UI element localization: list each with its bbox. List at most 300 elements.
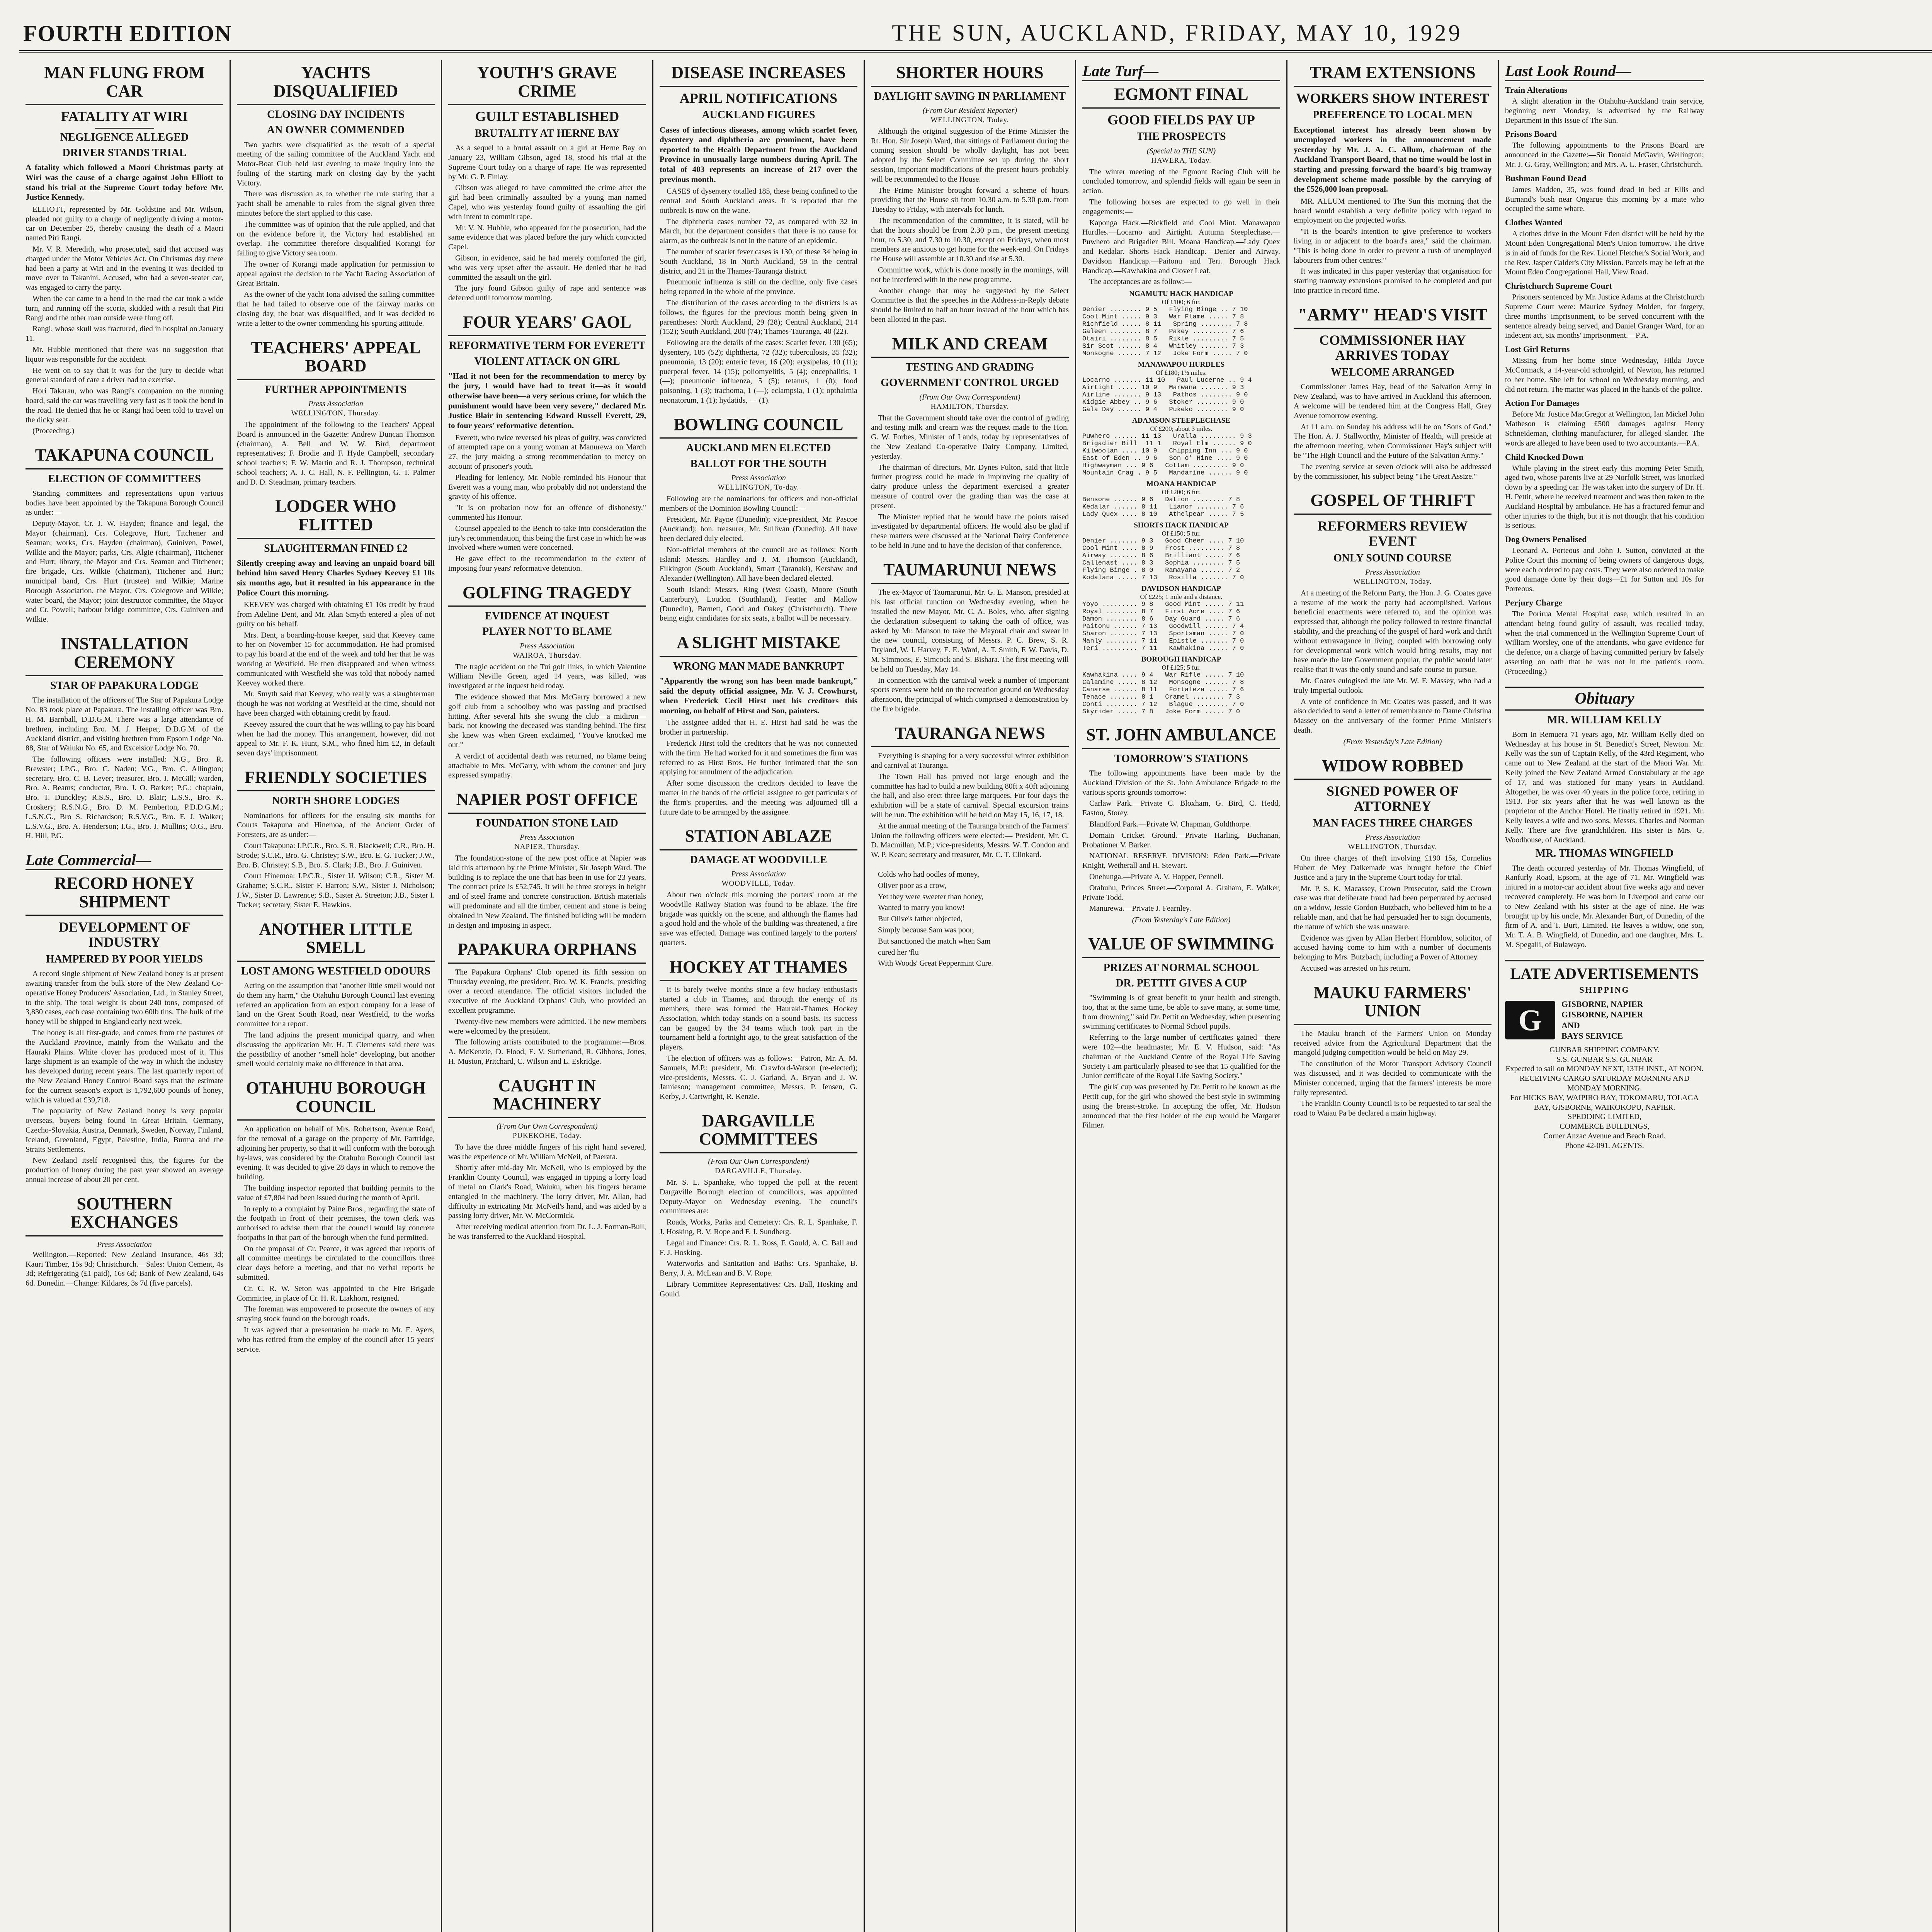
acceptance-row: Richfield ..... 8 11 Spring ........ 7 8: [1082, 321, 1248, 328]
verse-lines: [871, 870, 1069, 968]
paragraph: GUNBAR SHIPPING COMPANY.: [1549, 1045, 1660, 1054]
byline: Press Association: [97, 1240, 152, 1249]
paragraph: The number of scarlet fever cases is 130, of these 34 being in South Auckland, 18 in North Auckland, 59 in the central district, and 21 in the Thames-Tauranga district.: [660, 248, 857, 276]
article-mauku-farmers-union: [1294, 983, 1492, 1118]
race-conditions: Of £225; 1 mile and a distance.: [1140, 593, 1223, 601]
subheadline: PRIZES AT NORMAL SCHOOL: [1103, 961, 1259, 974]
article-egmont-final: [1082, 62, 1280, 716]
article-body: [1294, 382, 1492, 481]
paragraph: The committee was of opinion that the rule applied, and that on the evidence before it, the Victory had established an overlap. The committee therefore disqualified Korangi for failing to give Victory sea room.: [237, 220, 435, 258]
paragraph: Colds who had oodles of money,: [878, 870, 980, 879]
paragraph: MR. ALLUM mentioned to The Sun this morning that the board would establish a very definite policy with regard to employment on the projected works.: [1294, 197, 1492, 225]
paragraph: COMMERCE BUILDINGS,: [1560, 1122, 1650, 1131]
acceptance-row: Bensone ...... 9 6 Dation ........ 7 8: [1082, 496, 1240, 504]
article-body: [237, 981, 435, 1069]
byline: (From Our Own Correspondent): [497, 1122, 598, 1131]
subheadline: PREFERENCE TO LOCAL MEN: [1313, 109, 1473, 121]
article-body: [448, 968, 646, 1066]
article-caught-in-machinery: [448, 1077, 646, 1242]
paragraph: As a sequel to a brutal assault on a girl at Herne Bay on January 23, William Gibson, aged 18, stood his trial at the Supreme Court today on a charge of rape. He was represented by Mr. G. P. Finlay.: [448, 144, 646, 181]
subheadline: NEGLIGENCE ALLEGED: [60, 131, 189, 143]
article-shorter-hours: [871, 63, 1069, 325]
paragraph: The evidence showed that Mrs. McGarry borrowed a new golf club from a schoolboy who was passing and practised hitting. After several hits she swung the club—a midiron—back, not knowing the deceased was standing behind. The first she knew was when Green exclaimed, "You've knocked me out.": [448, 693, 646, 750]
brief-title: Lost Girl Returns: [1505, 344, 1570, 354]
article-gospel-of-thrift: [1294, 491, 1492, 746]
headline: RECORD HONEY SHIPMENT: [26, 874, 223, 916]
article-yachts-disqualified: [237, 63, 435, 328]
brief-text: A clothes drive in the Mount Eden district will be held by the Mount Eden Congregational Men's Union tomorrow. The drive is in aid of funds for the Rev. Lionel Fletcher's Social Work, and the Rev. Jasper Calder's City Mission. Parcels may be left at the Mount Eden Congregational Hall, View Road.: [1505, 230, 1704, 277]
race-conditions: Of £150; 5 fur.: [1162, 530, 1201, 537]
subheadline: APRIL NOTIFICATIONS: [679, 90, 838, 106]
subheadline: EVIDENCE AT INQUEST: [485, 610, 610, 622]
paragraph: Mr. V. N. Hubble, who appeared for the prosecution, had the same evidence that was placed before the jury which convicted Capel.: [448, 223, 646, 252]
brief-text: Prisoners sentenced by Mr. Justice Adams at the Christchurch Supreme Court were: Maurice Sydney Molden, for forgery, three months' imprisonment, to be served concurrent with the sentence already being served, and Daniel Granger Ward, for an indecent act, six months' imprisonment.—P.A.: [1505, 293, 1704, 340]
paragraph: cured her 'flu: [878, 948, 919, 957]
lead-paragraph: "Had it not been for the recommendation to mercy by the jury, I would have had to treat it—as it would otherwise have been—a very serious crime, for which the punishment would have been very severe," declared Mr. Justice Blair in sentencing Edward Russell Everett, 29, to four years' reformative detention.: [448, 371, 646, 430]
acceptance-row: Callenast .... 8 3 Sophia ........ 7 5: [1082, 560, 1240, 567]
headline: YOUTH'S GRAVE CRIME: [448, 63, 646, 105]
edition-note: (From Yesterday's Late Edition): [1343, 737, 1442, 746]
subheadline: CLOSING DAY INCIDENTS: [267, 109, 405, 121]
headline: HOCKEY AT THAMES: [660, 958, 857, 981]
byline: (From Our Own Correspondent): [708, 1157, 809, 1166]
paragraph: "Swimming is of great benefit to your health and strength, too, that at the same time, be able to save many, at some time, from drowning," said Dr. Pettit on Wednesday, when presenting swimming certificates to Normal School pupils.: [1082, 993, 1280, 1031]
paragraph: Pleading for leniency, Mr. Noble reminded his Honour that Everett was a young man, who probably did not understand the gravity of his offence.: [448, 473, 646, 501]
article-body: [871, 413, 1069, 551]
brief-title: Prisons Board: [1505, 129, 1557, 139]
paragraph: But sanctioned the match when Sam: [878, 937, 991, 946]
paragraph: The Papakura Orphans' Club opened its fifth session on Thursday evening, the president, Bro. W. K. Francis, presiding over a record attendance. The official visitors included the executive of the Auckland Orphans' Club, who provided an excellent programme.: [448, 968, 646, 1015]
paragraph: When the car came to a bend in the road the car took a wide turn, and running off the scoria, skidded with a result that Piri Rangi and the other man outside were flung off.: [26, 294, 223, 322]
article-body: [660, 187, 857, 405]
article-man-flung-from-car: [26, 63, 223, 436]
news-briefs: [1505, 85, 1704, 677]
brief-text: Leonard A. Porteous and John J. Sutton, convicted at the Police Court this morning of being owners of dangerous dogs, were each ordered to pay costs. They were also ordered to make good damage done by their dogs—£1 for Sutton and 10s for Porteous.: [1505, 546, 1704, 594]
paragraph: Deputy-Mayor, Cr. J. W. Hayden; finance and legal, the Mayor (chairman), Crs. Colegrove, Hurt, Titchener and Seaman; works, Crs. Hayden (chairman), Guiniven, Powel, Wilkie and the Mayor; parks, Crs. Algie (chairman), Titchener and Hurt; library, the Mayor and Crs. Seaman and Titchener; fire brigade, Crs. Wilkie (chairman), Titchener and Hurt; municipal band, Crs. Hurt (trustee) and Wilkie; Marine Borough Association, the Mayor, Crs. Colegrove and Wilkie; water board, the Mayor; joint destructor committee, the Mayor and Cr. Powell; harbour bridge committee, Crs. Guiniven and Wilkie.: [26, 519, 223, 624]
acceptance-row: Mountain Crag . 9 5 Mandarine ...... 9 0: [1082, 469, 1248, 477]
paragraph: The distribution of the cases according to the districts is as follows, the figures for the previous month being given in parentheses: North Auckland, 29 (28); Central Auckland, 214 (152); South Auckland, 200 (74); Thames-Tauranga, 40 (22).: [660, 299, 857, 336]
subheadline: GOOD FIELDS PAY UP: [1107, 112, 1255, 128]
acceptance-row: Conti ........ 7 12 Blague ........ 7 0: [1082, 701, 1244, 709]
headline: DARGAVILLE COMMITTEES: [660, 1112, 857, 1153]
paragraph: Gibson, in evidence, said he had merely comforted the girl, who was very upset after the assault. He denied that he had committed the assault on the girl.: [448, 253, 646, 282]
paragraph: Referring to the large number of certificates gained—there were 102—the headmaster, Mr. E. V. Hudson, said: "As chairman of the Auckland Centre of the Royal Life Saving Society I am particularly pleased to see that 15 qualified for the Junior certificate of the Royal Life Saving Society.": [1082, 1033, 1280, 1080]
article-teachers-appeal-board: [237, 338, 435, 487]
paragraph: Corner Anzac Avenue and Beach Road.: [1543, 1132, 1666, 1141]
subheadline: AUCKLAND MEN ELECTED: [686, 442, 831, 454]
subheadline: BALLOT FOR THE SOUTH: [690, 457, 827, 470]
article-body: [1294, 1029, 1492, 1118]
paragraph: The jury found Gibson guilty of rape and sentence was deferred until tomorrow morning.: [448, 284, 646, 303]
article-golfing-tragedy: [448, 583, 646, 781]
acceptance-row: Kilwoolan .... 10 9 Chipping Inn ... 9 0: [1082, 447, 1248, 455]
paragraph: A vote of confidence in Mr. Coates was passed, and it was also decided to send a letter of remembrance to Dame Christina Massey on the anniversary of the former Prime Minister's death.: [1294, 697, 1492, 735]
acceptances-table: [1082, 290, 1280, 716]
article-takapuna-council: [26, 446, 223, 624]
subheadline: TOMORROW'S STATIONS: [1114, 752, 1248, 765]
paragraph: He gave effect to the recommendation to the extent of imposing four years' reformative detention.: [448, 554, 646, 573]
paragraph: After receiving medical attention from Dr. L. J. Forman-Bull, he was transferred to the Auckland Hospital.: [448, 1223, 646, 1241]
section-kicker: Late Commercial—: [26, 851, 223, 870]
acceptance-row: Cool Mint ..... 9 3 War Flame ..... 7 8: [1082, 313, 1244, 321]
article-record-honey-shipment: [26, 851, 223, 1185]
paragraph: "It is on probation now for an offence of dishonesty," commented his Honour.: [448, 503, 646, 522]
subheadline: TESTING AND GRADING: [905, 361, 1034, 374]
article-body: [26, 1250, 223, 1288]
brief-title: Child Knocked Down: [1505, 452, 1583, 462]
headline: YACHTS DISQUALIFIED: [237, 63, 435, 105]
paragraph: Carlaw Park.—Private C. Bloxham, G. Bird, C. Hedd, Easton, Storey.: [1082, 799, 1280, 818]
brief-text: Missing from her home since Wednesday, Hilda Joyce McCormack, a 14-year-old schoolgirl, of Newton, has returned to her home. She left for school on Wednesday morning, and did not return. The matter was placed in the hands of the police.: [1505, 356, 1704, 394]
race-name: ADAMSON STEEPLECHASE: [1132, 417, 1230, 425]
paragraph: Two yachts were disqualified as the result of a special meeting of the sailing committee of the Auckland Yacht and Motor-Boat Club held last evening to make inquiry into the fouling of the starting mark on closing day by the yacht Victory.: [237, 140, 435, 187]
headline: INSTALLATION CEREMONY: [26, 634, 223, 676]
article-body: [26, 489, 223, 624]
article-lodger-who-flitted: [237, 497, 435, 758]
paragraph: Mr. P. S. K. Macassey, Crown Prosecutor, said the Crown case was that deliberate fraud had been perpetrated by accused on a widow, Jessie Gordon Butzbach, who believed him to be a reliable man, and that he had persuaded her to sign documents, the nature of which she was unaware.: [1294, 884, 1492, 931]
column-3: [442, 60, 653, 1932]
article-body: [660, 890, 857, 948]
paragraph: RECEIVING CARGO SATURDAY MORNING AND MONDAY MORNING.: [1519, 1074, 1690, 1093]
paragraph: There was discussion as to whether the rule stating that a yacht shall be amenable to rules from the signal given three minutes before the start applied to this case.: [237, 190, 435, 218]
article-friendly-societies: [237, 768, 435, 910]
race-conditions: Of £125; 5 fur.: [1162, 664, 1201, 672]
headline: PAPAKURA ORPHANS: [448, 940, 646, 964]
headline: MAN FLUNG FROM CAR: [26, 63, 223, 105]
paragraph: Accused was arrested on his return.: [1301, 964, 1411, 973]
paragraph: On the proposal of Cr. Pearce, it was agreed that reports of all committee meetings be circulated to the councillors three clear days before a meeting, and that no verbal reports be submitted.: [237, 1244, 435, 1282]
advert-body: [1505, 1045, 1704, 1151]
acceptance-row: Denier ....... 9 3 Good Cheer .... 7 10: [1082, 537, 1244, 545]
dateline: WELLINGTON, To-day.: [718, 483, 799, 492]
headline: NAPIER POST OFFICE: [448, 790, 646, 814]
dateline: WAIROA, Thursday.: [513, 651, 582, 660]
race-conditions: Of £200; about 3 miles.: [1150, 425, 1213, 433]
paragraph: The Prime Minister brought forward a scheme of hours providing that the House sit from 10.30 a.m. to 5.30 p.m. from Tuesday to Friday, with intervals for lunch.: [871, 186, 1069, 214]
headline: GOSPEL OF THRIFT: [1294, 491, 1492, 515]
paragraph: Standing committees and representations upon various bodies have been appointed by the Takapuna Borough Council as under:—: [26, 489, 223, 517]
paragraph: Committee work, which is done mostly in the mornings, will not be interfered with in the new programme.: [871, 265, 1069, 284]
subheadline: WELCOME ARRANGED: [1331, 366, 1454, 379]
article-napier-post-office: [448, 790, 646, 930]
paragraph: Yet they were sweeter than honey,: [878, 892, 984, 901]
byline: Press Association: [1365, 568, 1420, 577]
paragraph: Simply because Sam was poor,: [878, 925, 974, 934]
paragraph: AND: [1561, 1020, 1580, 1030]
advert-lines: [1561, 999, 1643, 1041]
dateline: WELLINGTON, Today.: [1353, 577, 1432, 586]
subheadline: GOVERNMENT CONTROL URGED: [881, 377, 1059, 389]
acceptance-row: Skyrider ..... 7 8 Joke Form ..... 7 0: [1082, 708, 1240, 716]
paragraph: Keevey assured the court that he was willing to pay his board when he had the money. This arrangement, however, did not appeal to Mr. F. K. Hunt, S.M., who fined him £2, in default seven days' imprisonment.: [237, 720, 435, 758]
headline: WIDOW ROBBED: [1294, 757, 1492, 780]
paragraph: NATIONAL RESERVE DIVISION: Eden Park.—Private Knight, Wetherall and H. Stewart.: [1082, 852, 1280, 870]
paragraph: At a meeting of the Reform Party, the Hon. J. G. Coates gave a resume of the work the party had accomplished. Various beneficial enactments were referred to, and the opinion was expressed that, although the policy followed to restore financial stability, and the preaching of the gospel of hard work and thrift without extravagance in living, coupled with borrowing only for developmental work which would bring results, may not have made the late Government popular, the public would later realise that it was the only sound and safe course to pursue.: [1294, 588, 1492, 674]
brief-text: The following appointments to the Prisons Board are announced in the Gazette:—Sir Donald McGavin, Wellington; Mr. J. G. Gray, Wellington; and Mrs. A. L. Fraser, Christchurch.: [1505, 141, 1704, 169]
dateline: WELLINGTON, Today.: [930, 116, 1009, 124]
paragraph: The building inspector reported that building permits to the value of £7,804 had been issued during the month of April.: [237, 1184, 435, 1202]
acceptance-row: Airtight ..... 10 9 Marwana ....... 9 3: [1082, 384, 1244, 392]
paragraph: Everett, who twice reversed his pleas of guilty, was convicted of attempted rape on a young woman at Manurewa on March 27, the jury making a strong recommendation to mercy on account of prisoner's youth.: [448, 433, 646, 471]
acceptance-row: Manly ........ 7 11 Epistle ....... 7 0: [1082, 638, 1244, 645]
paragraph: GISBORNE, NAPIER: [1561, 1010, 1643, 1020]
article-body: [1294, 197, 1492, 296]
paragraph: The following appointments have been made by the Auckland Division of the St. John Ambulance Brigade to the various sports grounds tomorrow:: [1082, 769, 1280, 797]
acceptance-row: Cool Mint .... 8 9 Frost ......... 7 8: [1082, 545, 1240, 553]
subheadline: ONLY SOUND COURSE: [1333, 552, 1452, 564]
dateline: PUKEKOHE, Today.: [512, 1131, 582, 1140]
article-value-of-swimming: [1082, 935, 1280, 1130]
paragraph: Acting on the assumption that "another little smell would not do them any harm," the Otahuhu Borough Council last evening referred an application from an export company for a lease of land on the Great South Road, near Westfield, to the works committee for a report.: [237, 981, 435, 1029]
paragraph: The foreman was empowered to prosecute the owners of any straying stock found on the borough roads.: [237, 1305, 435, 1323]
article-st-john-ambulance: [1082, 726, 1280, 925]
article-four-years-gaol: [448, 313, 646, 573]
paragraph: Mr. Coates eulogised the late Mr. W. F. Massey, who had a truly Imperial outlook.: [1294, 677, 1492, 695]
paragraph: New Zealand itself recognised this, the figures for the production of honey during the past year showed an average annual increase of about 20 per cent.: [26, 1156, 223, 1184]
shipping-advert: [1505, 999, 1704, 1041]
paragraph: Following are the details of the cases: Scarlet fever, 130 (65); dysentery, 185 (52); diphtheria, 72 (32); tuberculosis, 35 (32); pneumonia, 13 (20); enteric fever, 16 (20); erysipelas, 10 (11); puerperal fever, 14 (15); poliomyelitis, 5 (4); encephalitis, 1 (—); pneumonic influenza, 5 (5); tetanus, 1 (0); food poisoning, 1 (3); trachoma, 1 (—); eclampsia, 1 (1); opthalmia neonatorum, 1 (1); hydatids, — (1).: [660, 338, 857, 405]
acceptance-row: Brigadier Bill 11 1 Royal Elm ...... 9 0: [1082, 440, 1252, 448]
byline: (Special to THE SUN): [1146, 146, 1216, 155]
byline: (From Our Own Correspondent): [919, 393, 1020, 401]
headline: TRAM EXTENSIONS: [1294, 63, 1492, 87]
article-tram-extensions: [1294, 63, 1492, 296]
column-4: [653, 60, 865, 1932]
paragraph: The Minister replied that he would have the points raised investigated by departmental officers. He would also be glad if these matters were discussed at the National Dairy Conference to be held in June and to have the decision of that conference.: [871, 512, 1069, 550]
article-southern-exchanges: [26, 1195, 223, 1288]
headline: STATION ABLAZE: [660, 827, 857, 850]
paragraph: The girls' cup was presented by Dr. Pettit to be known as the Pettit cup, for the girl who showed the best style in swimming using the breast-stroke. In accepting the offer, Mr. Hudson announced that the first holder of the cup would be Margaret Filmer.: [1082, 1083, 1280, 1130]
paragraph: Expected to sail on MONDAY NEXT, 13TH INST., AT NOON.: [1505, 1065, 1704, 1073]
article-army-heads-visit: [1294, 306, 1492, 481]
lead-paragraph: A fatality which followed a Maori Christmas party at Wiri was the cause of a charge against John Elliott to stand his trial at the Supreme Court today before Mr. Justice Kennedy.: [26, 163, 223, 202]
paragraph: It was agreed that a presentation be made to Mr. E. Ayers, who has retired from the employ of the council after 15 years' service.: [237, 1326, 435, 1354]
headline: GOLFING TRAGEDY: [448, 583, 646, 607]
section-subheading: SHIPPING: [1579, 985, 1630, 995]
dateline: HAWERA, Today.: [1151, 156, 1211, 165]
headline: SOUTHERN EXCHANGES: [26, 1195, 223, 1236]
subheadline: COMMISSIONER HAY ARRIVES TODAY: [1319, 332, 1466, 363]
headline: EGMONT FINAL: [1082, 85, 1280, 109]
brief-text: Before Mr. Justice MacGregor at Wellington, Ian Mickel John Matheson is claiming £500 damages against Henry Schneideman, clothing manufacturer, for alleged slander. The words are alleged to have been used to two accountants.—P.A.: [1505, 410, 1704, 447]
paragraph: For HICKS BAY, WAIPIRO BAY, TOKOMARU, TOLAGA BAY, GISBORNE, WAIKOKOPU, NAPIER.: [1510, 1093, 1699, 1112]
byline: Press Association: [308, 399, 363, 408]
subheadline: AUCKLAND FIGURES: [702, 109, 815, 121]
acceptance-row: Highwayman ... 9 6 Cottam ......... 9 0: [1082, 462, 1244, 470]
paragraph: But Olive's father objected,: [878, 915, 963, 923]
paragraph: The assignee added that H. E. Hirst had said he was the brother in partnership.: [660, 718, 857, 737]
paragraph: Court Hinemoa: I.P.C.R., Sister U. Wilson; C.R., Sister M. Grahame; S.C.R., Sister F. Barron; S.W., Sister J. Nicholson; J.W., Sister D. Lawrence; S.B., Sister A. Streeton; J.B., Sister I. Tucker; secretary, Sister E. Hawkins.: [237, 872, 435, 909]
paragraph: In reply to a complaint by Paine Bros., regarding the state of the footpath in front of their premises, the town clerk was authorised to advise them that the council would lay concrete footpaths in that part of the borough when the fund permitted.: [237, 1204, 435, 1242]
article-body: [1082, 167, 1280, 287]
brief-title: Train Alterations: [1505, 85, 1568, 95]
acceptance-row: Flying Binge . 8 0 Ramayana ...... 7 2: [1082, 567, 1240, 575]
paragraph: Wanted to marry you know!: [878, 903, 965, 912]
article-body: [237, 420, 435, 487]
article-a-slight-mistake: [660, 633, 857, 817]
race-conditions: Of £180; 1½ miles.: [1156, 369, 1207, 377]
paragraph: "It is the board's intention to give preference to workers living in or adjacent to the board's area," said the chairman. "This is being done in order to prevent a rush of unemployed labourers from other centres.": [1294, 227, 1492, 265]
headline: TAKAPUNA COUNCIL: [26, 446, 223, 469]
subheadline: REFORMERS REVIEW EVENT: [1317, 518, 1468, 549]
subheadline: HAMPERED BY POOR YIELDS: [46, 953, 203, 966]
paragraph: Oliver poor as a crow,: [878, 881, 946, 890]
paragraph: The owner of Korangi made application for permission to appeal against the decision to the Yacht Racing Association of Great Britain.: [237, 260, 435, 288]
subheadline: PLAYER NOT TO BLAME: [482, 626, 612, 638]
race-name: MOANA HANDICAP: [1146, 480, 1216, 488]
paragraph: About two o'clock this morning the porters' room at the Woodville Railway Station was found to be ablaze. The fire brigade was quickly on the scene, and although the flames had a good hold and the whole of the building was threatened, a fire save was effected. Damage was confined largely to the porters' quarters.: [660, 891, 857, 947]
article-body: [660, 985, 857, 1102]
paragraph: Wellington.—Reported: New Zealand Insurance, 46s 3d; Kauri Timber, 15s 9d; Christchurch.—Sales: Union Cement, 4s 3d; Refrigerating (£1 paid), 16s 6d; Bank of New Zealand, 64s 6d. Dunedin.—Change: Kildares, 3s 7d (five parcels).: [26, 1250, 223, 1288]
paragraph: Mr. Smyth said that Keevey, who really was a slaughterman though he was not working at Westfield at the time, should not have been charged with obtaining credit by fraud.: [237, 690, 435, 718]
section-kicker: Late Turf—: [1082, 62, 1280, 81]
article-otahuhu-borough-council: [237, 1079, 435, 1354]
article-body: [871, 127, 1069, 325]
dateline: DARGAVILLE, Thursday.: [715, 1167, 802, 1175]
paragraph: President, Mr. Payne (Dunedin); vice-president, Mr. Pascoe (Auckland); hon. treasurer, Mr. Sullivan (Dunedin). All have been declared duly elected.: [660, 515, 857, 543]
article-body: [448, 1143, 646, 1242]
paragraph: Manurewa.—Private J. Fearnley.: [1089, 904, 1191, 913]
acceptance-row: Denier ........ 9 5 Flying Binge .. 7 10: [1082, 306, 1248, 314]
article-dargaville-committees: [660, 1112, 857, 1299]
lead-paragraph: Exceptional interest has already been shown by unemployed workers in the announcement made yesterday by Mr. J. A. C. Allum, chairman of the Auckland Transport Board, that no time would be lost in starting and pressing forward the board's big tramway development scheme made possible by the carrying of the £526,000 loan proposal.: [1294, 125, 1492, 194]
paragraph: The following artists contributed to the programme:—Bros. A. McKenzie, D. Flood, E. V. Sutherland, R. Gibbons, Jones, H. Muston, Pritchard, C. Wilson and L. Eskridge.: [448, 1038, 646, 1066]
column-2: [231, 60, 442, 1932]
column-5: [865, 60, 1076, 1932]
acceptance-row: Monsogne ...... 7 12 Joke Form ..... 7 0: [1082, 350, 1248, 358]
columns: [19, 60, 1932, 1932]
brief-title: Perjury Charge: [1505, 598, 1563, 608]
paragraph: The winter meeting of the Egmont Racing Club will be concluded tomorrow, and splendid fields will again be seen in action.: [1082, 167, 1280, 196]
paragraph: Onehunga.—Private A. V. Hopper, Pennell.: [1089, 872, 1224, 881]
acceptance-row: Airway ....... 8 6 Brilliant ..... 7 6: [1082, 552, 1240, 560]
paragraph: Waterworks and Sanitation and Baths: Crs. Spanhake, B. Berry, J. A. McLean and B. V. Rope.: [660, 1259, 857, 1278]
subheadline: DR. PETTIT GIVES A CUP: [1116, 977, 1247, 989]
paragraph: Although the original suggestion of the Prime Minister the Rt. Hon. Sir Joseph Ward, that sittings of Parliament during the coming session should be wholly daylight, has not been adopted by the Select Committee set up during the short session, important modifications of the present hours probably will be recommended to the House.: [871, 127, 1069, 184]
last-look-round: [1505, 62, 1704, 677]
byline: Press Association: [731, 870, 786, 879]
paragraph: Cr. C. R. W. Seton was appointed to the Fire Brigade Committee, in place of Cr. H. R. Liakhorn, resigned.: [237, 1284, 435, 1303]
headline: ANOTHER LITTLE SMELL: [237, 920, 435, 962]
paragraph: KEEVEY was charged with obtaining £1 10s credit by fraud from Adeline Dent, and Mr. Alan Smyth entered a plea of not guilty on his behalf.: [237, 600, 435, 628]
paragraph: The following horses are expected to go well in their engagements:—: [1082, 198, 1280, 216]
paragraph: The diphtheria cases number 72, as compared with 32 in March, but the department considers that there is no cause for alarm, as the outbreak is not in the nature of an epidemic.: [660, 217, 857, 245]
byline: Press Association: [1365, 833, 1420, 842]
brief-text: The Porirua Mental Hospital case, which resulted in an attendant being found guilty of assault, was recalled today, when the trial commenced in the Wellington Supreme Court of William Worsley, one of the attendants, who gave evidence for the defence, on a charge of having committed perjury by falsely asserting on oath that he was not in the patient's room. (Proceeding.): [1505, 610, 1704, 676]
dateline: NAPIER, Thursday.: [514, 842, 580, 851]
paragraph: A record single shipment of New Zealand honey is at present awaiting transfer from the bulk store of the New Zealand Co-operative Honey Producers' Association, Ltd., in Stanley Street, to the ship. The total weight is about 240 tons, composed of 3,830 cases, each case containing two 60lb tins. The bulk of the honey will be shipped to England early next week.: [26, 969, 223, 1026]
brief-title: Action For Damages: [1505, 398, 1580, 408]
race-conditions: Of £100; 6 fur.: [1162, 298, 1201, 306]
subheadline: VIOLENT ATTACK ON GIRL: [474, 355, 620, 367]
article-disease-increases: [660, 63, 857, 405]
paragraph: CASES of dysentery totalled 185, these being confined to the central and South Auckland areas. It is reported that the outbreak is now on the wane.: [660, 187, 857, 215]
byline: Press Association: [731, 473, 786, 482]
edition-label: FOURTH EDITION: [23, 21, 232, 46]
paragraph: Pneumonic influenza is still on the decline, only five cases being reported in the whole of the province.: [660, 278, 857, 296]
paragraph: At the annual meeting of the Tauranga branch of the Farmers' Union the following officers were elected:— President, Mr. C. D. Macmillan, M.P.; vice-presidents, Messrs. W. T. Condon and W. P. Kean; secretary and treasurer, Mr. C. T. Clinkard.: [871, 821, 1069, 859]
acceptance-row: Sharon ....... 7 13 Sportsman ..... 7 0: [1082, 630, 1244, 638]
paragraph: Gibson was alleged to have committed the crime after the girl had been criminally assaulted by a young man named Capel, who was yesterday found guilty of assaulting the girl with intent to commit rape.: [448, 184, 646, 221]
acceptance-row: Yoyo ......... 9 8 Good Mint ..... 7 11: [1082, 601, 1244, 609]
paragraph: The constitution of the Motor Transport Advisory Council was discussed, and it was decided to communicate with the Minister concerned, urging that the farmers' interests be more fully represented.: [1294, 1060, 1492, 1097]
paragraph: That the Government should take over the control of grading and testing milk and cream was the request made to the Hon. G. W. Forbes, Minister of Lands, today by representatives of the New Zealand Co-operative Dairy Company, Limited, yesterday.: [871, 413, 1069, 461]
headline: FRIENDLY SOCIETIES: [237, 768, 435, 792]
paragraph: The honey is all first-grade, and comes from the pastures of the Auckland Province, mainly from the Waikato and the Hauraki Plains. White clover has produced most of it. This large shipment is an example of the way in which the industry has developed during recent years. The last quarterly report of the New Zealand Honey Control Board says that the estimate for the current season's export is 1,792,600 pounds of honey, which is valued at £39,718.: [26, 1029, 223, 1104]
paragraph: Domain Cricket Ground.—Private Harling, Buchanan, Probationer V. Barker.: [1082, 831, 1280, 849]
acceptance-row: East of Eden .. 9 6 Son o' Hine .... 9 0: [1082, 455, 1248, 463]
paragraph: The installation of the officers of The Star of Papakura Lodge No. 83 took place at Papakura. The installing officer was Bro. H. M. Barnball, D.D.G.M. There was a large attendance of brethren, including Bro. M. J. Heeper, D.D.G.M. of the Auckland district, and visiting brethren from Epsom Lodge No. 88, Star of Waiuku No. 65, and Excelsior Lodge No. 70.: [26, 696, 223, 753]
subheadline: DRIVER STANDS TRIAL: [62, 147, 187, 159]
headline: BOWLING COUNCIL: [660, 415, 857, 439]
race-name: DAVIDSON HANDICAP: [1141, 585, 1221, 593]
paragraph: The Franklin County Council is to be requested to tar seal the road to Waiau Pa be declared a main highway.: [1294, 1099, 1492, 1118]
paragraph: On three charges of theft involving £190 15s, Cornelius Hubert de Mey Dalkemade was brought before the Chief Justice and a jury in the Supreme Court today for trial.: [1294, 854, 1492, 882]
subheadline: THE PROSPECTS: [1136, 131, 1226, 143]
acceptance-row: Puwhero ...... 11 13 Uralla ......... 9 3: [1082, 433, 1252, 440]
paragraph: Shortly after mid-day Mr. McNeil, who is employed by the Franklin County Council, was engaged in tipping a lorry load of metal on Clark's Road, Waiuku, when his fingers became entangled in the machinery. The lorry driver, Mr. Allan, had difficulty in extricating Mr. McNeil's hand, and was aided by a passing lorry driver, Mr. W. McCormick.: [448, 1163, 646, 1220]
paragraph: Evidence was given by Allan Herbert Hornblow, solicitor, of accused having come to him with a number of documents belonging to Mrs. Butzbach, including a Power of Attorney.: [1294, 934, 1492, 962]
paper-title-date: THE SUN, AUCKLAND, FRIDAY, MAY 10, 1929: [892, 20, 1463, 46]
headline: OTAHUHU BOROUGH COUNCIL: [237, 1079, 435, 1121]
article-body: [1294, 854, 1492, 973]
paragraph: The land adjoins the present municipal quarry, and when discussing the application Mr. H. T. Clements said there was the possibility of another "smell hole" developing, but another smell would certainly make no difference in that area.: [237, 1031, 435, 1068]
article-installation-ceremony: [26, 634, 223, 841]
lead-paragraph: Cases of infectious diseases, among which scarlet fever, dysentery and diphtheria are prominent, have been reported to the Health Department from the Auckland Province in unusually large numbers during April. The total of 403 represents an increase of 217 over the previous month.: [660, 125, 857, 184]
acceptance-row: Kawhakina .... 9 4 War Rifle ..... 7 10: [1082, 672, 1244, 679]
acceptance-row: Tenace ....... 8 1 Cramel ........ 7 3: [1082, 694, 1240, 701]
paragraph: An application on behalf of Mrs. Robertson, Avenue Road, for the removal of a garage on the property of Mr. Partridge, adjoining her property, so that it will conform with the borough by-laws, was considered by the Otahuhu Borough Council last evening. It was decided to give 28 days in which to remove the building.: [237, 1125, 435, 1182]
brief-title: Clothes Wanted: [1505, 218, 1563, 228]
column-6: [1076, 60, 1287, 1932]
article-body: [26, 205, 223, 436]
headline: ST. JOHN AMBULANCE: [1082, 726, 1280, 749]
paragraph: Mr. S. L. Spanhake, who topped the poll at the recent Dargaville Borough election of councillors, was appointed Deputy-Mayor on Wednesday evening. The council's committees are:: [660, 1178, 857, 1216]
paragraph: BAYS SERVICE: [1561, 1031, 1623, 1041]
paragraph: The popularity of New Zealand honey is very popular overseas, buyers being found in Great Britain, Germany, Czecho-Slovakia, Austria, Denmark, Sweden, Norway, Finland, Iceland, Greenland, Egypt, Palestine, India, Burma and the Straits Settlements.: [26, 1107, 223, 1154]
article-tauranga-news: [871, 724, 1069, 860]
column-7: [1287, 60, 1499, 1932]
headline: LODGER WHO FLITTED: [237, 497, 435, 539]
paragraph: ELLIOTT, represented by Mr. Goldstine and Mr. Wilson, pleaded not guilty to a charge of negligently driving a motor-car on December 25, thereby causing the death of a Maori named Piri Rangi.: [26, 205, 223, 243]
byline: (From Our Resident Reporter): [922, 106, 1017, 115]
acceptance-row: Lady Quex .... 8 10 Athelpear ..... 7 5: [1082, 511, 1244, 519]
section-kicker: Obituary: [1505, 687, 1704, 711]
paragraph: The Mauku branch of the Farmers' Union on Monday received advice from the Agricultural Department that the mangold judging competition would be held on May 29.: [1294, 1029, 1492, 1057]
brief-title: Christchurch Supreme Court: [1505, 281, 1612, 291]
article-bowling-council: [660, 415, 857, 623]
subheadline: MAN FACES THREE CHARGES: [1313, 817, 1473, 830]
article-body: [26, 696, 223, 841]
acceptance-row: Kedalar ...... 8 11 Lianor ........ 7 6: [1082, 503, 1244, 511]
article-body: [237, 140, 435, 328]
article-another-little-smell: [237, 920, 435, 1069]
article-body: [871, 751, 1069, 860]
paragraph: Mr. Hubble mentioned that there was no suggestion that liquor was responsible for the accident.: [26, 345, 223, 364]
paragraph: With Woods' Great Peppermint Cure.: [878, 959, 993, 968]
acceptance-row: Calamine ..... 8 12 Monsogne ...... 7 8: [1082, 679, 1244, 687]
subheadline: WORKERS SHOW INTEREST: [1296, 90, 1489, 106]
paragraph: The election of officers was as follows:—Patron, Mr. A. M. Samuels, M.P.; president, Mr. Crawford-Watson (re-elected); vice-presidents, Messrs. C. J. Garland, A. Bryan and J. W. Jamieson; management committee, Messrs. P. Jensen, G. Kerby, J. Cartwright, R. Kenzie.: [660, 1054, 857, 1101]
paragraph: The Town Hall has proved not large enough and the committee has had to build a new building 80ft x 40ft adjoining the hall, and also erect three large marquees. For four days the exhibition will be a state of carnival. Special excursion trains will be run. The exhibition will be held on May 15, 16, 17, 18.: [871, 772, 1069, 819]
acceptance-row: Galeen ........ 8 7 Pakey ......... 7 6: [1082, 328, 1244, 336]
paragraph: Twenty-five new members were admitted. The new members were welcomed by the president.: [448, 1017, 646, 1036]
subheadline: FURTHER APPOINTMENTS: [265, 383, 407, 396]
paragraph: The following officers were installed: N.G., Bro. R. Brewster; I.P.G., Bro. C. Naden; V.G., Bro. C. Allington; secretary, Bro. C. B. Lever; treasurer, Bro. J. McGill; warden, Bro. A. Beams; conductor, Bro. J. O. Barker; P.G.; chaplain, Bro. T. Dunckley; R.S.S., Bro. D. Blair; L.S.S., Bro. K. Croskery; R.S.N.G., Bro. D. M. Pemberton, P.D.D.G.M.; L.S.N.G., Bro S. Richardson; R.S.V.G., Bro. F. J. Walker; L.S.V.G., Bro. A. Henderson; I.G., Bro. J. Mullins; O.G., Bro. H. Hill, P.G.: [26, 755, 223, 840]
article-body: [448, 662, 646, 781]
masthead: [19, 12, 1932, 53]
article-youths-grave-crime: [448, 63, 646, 303]
